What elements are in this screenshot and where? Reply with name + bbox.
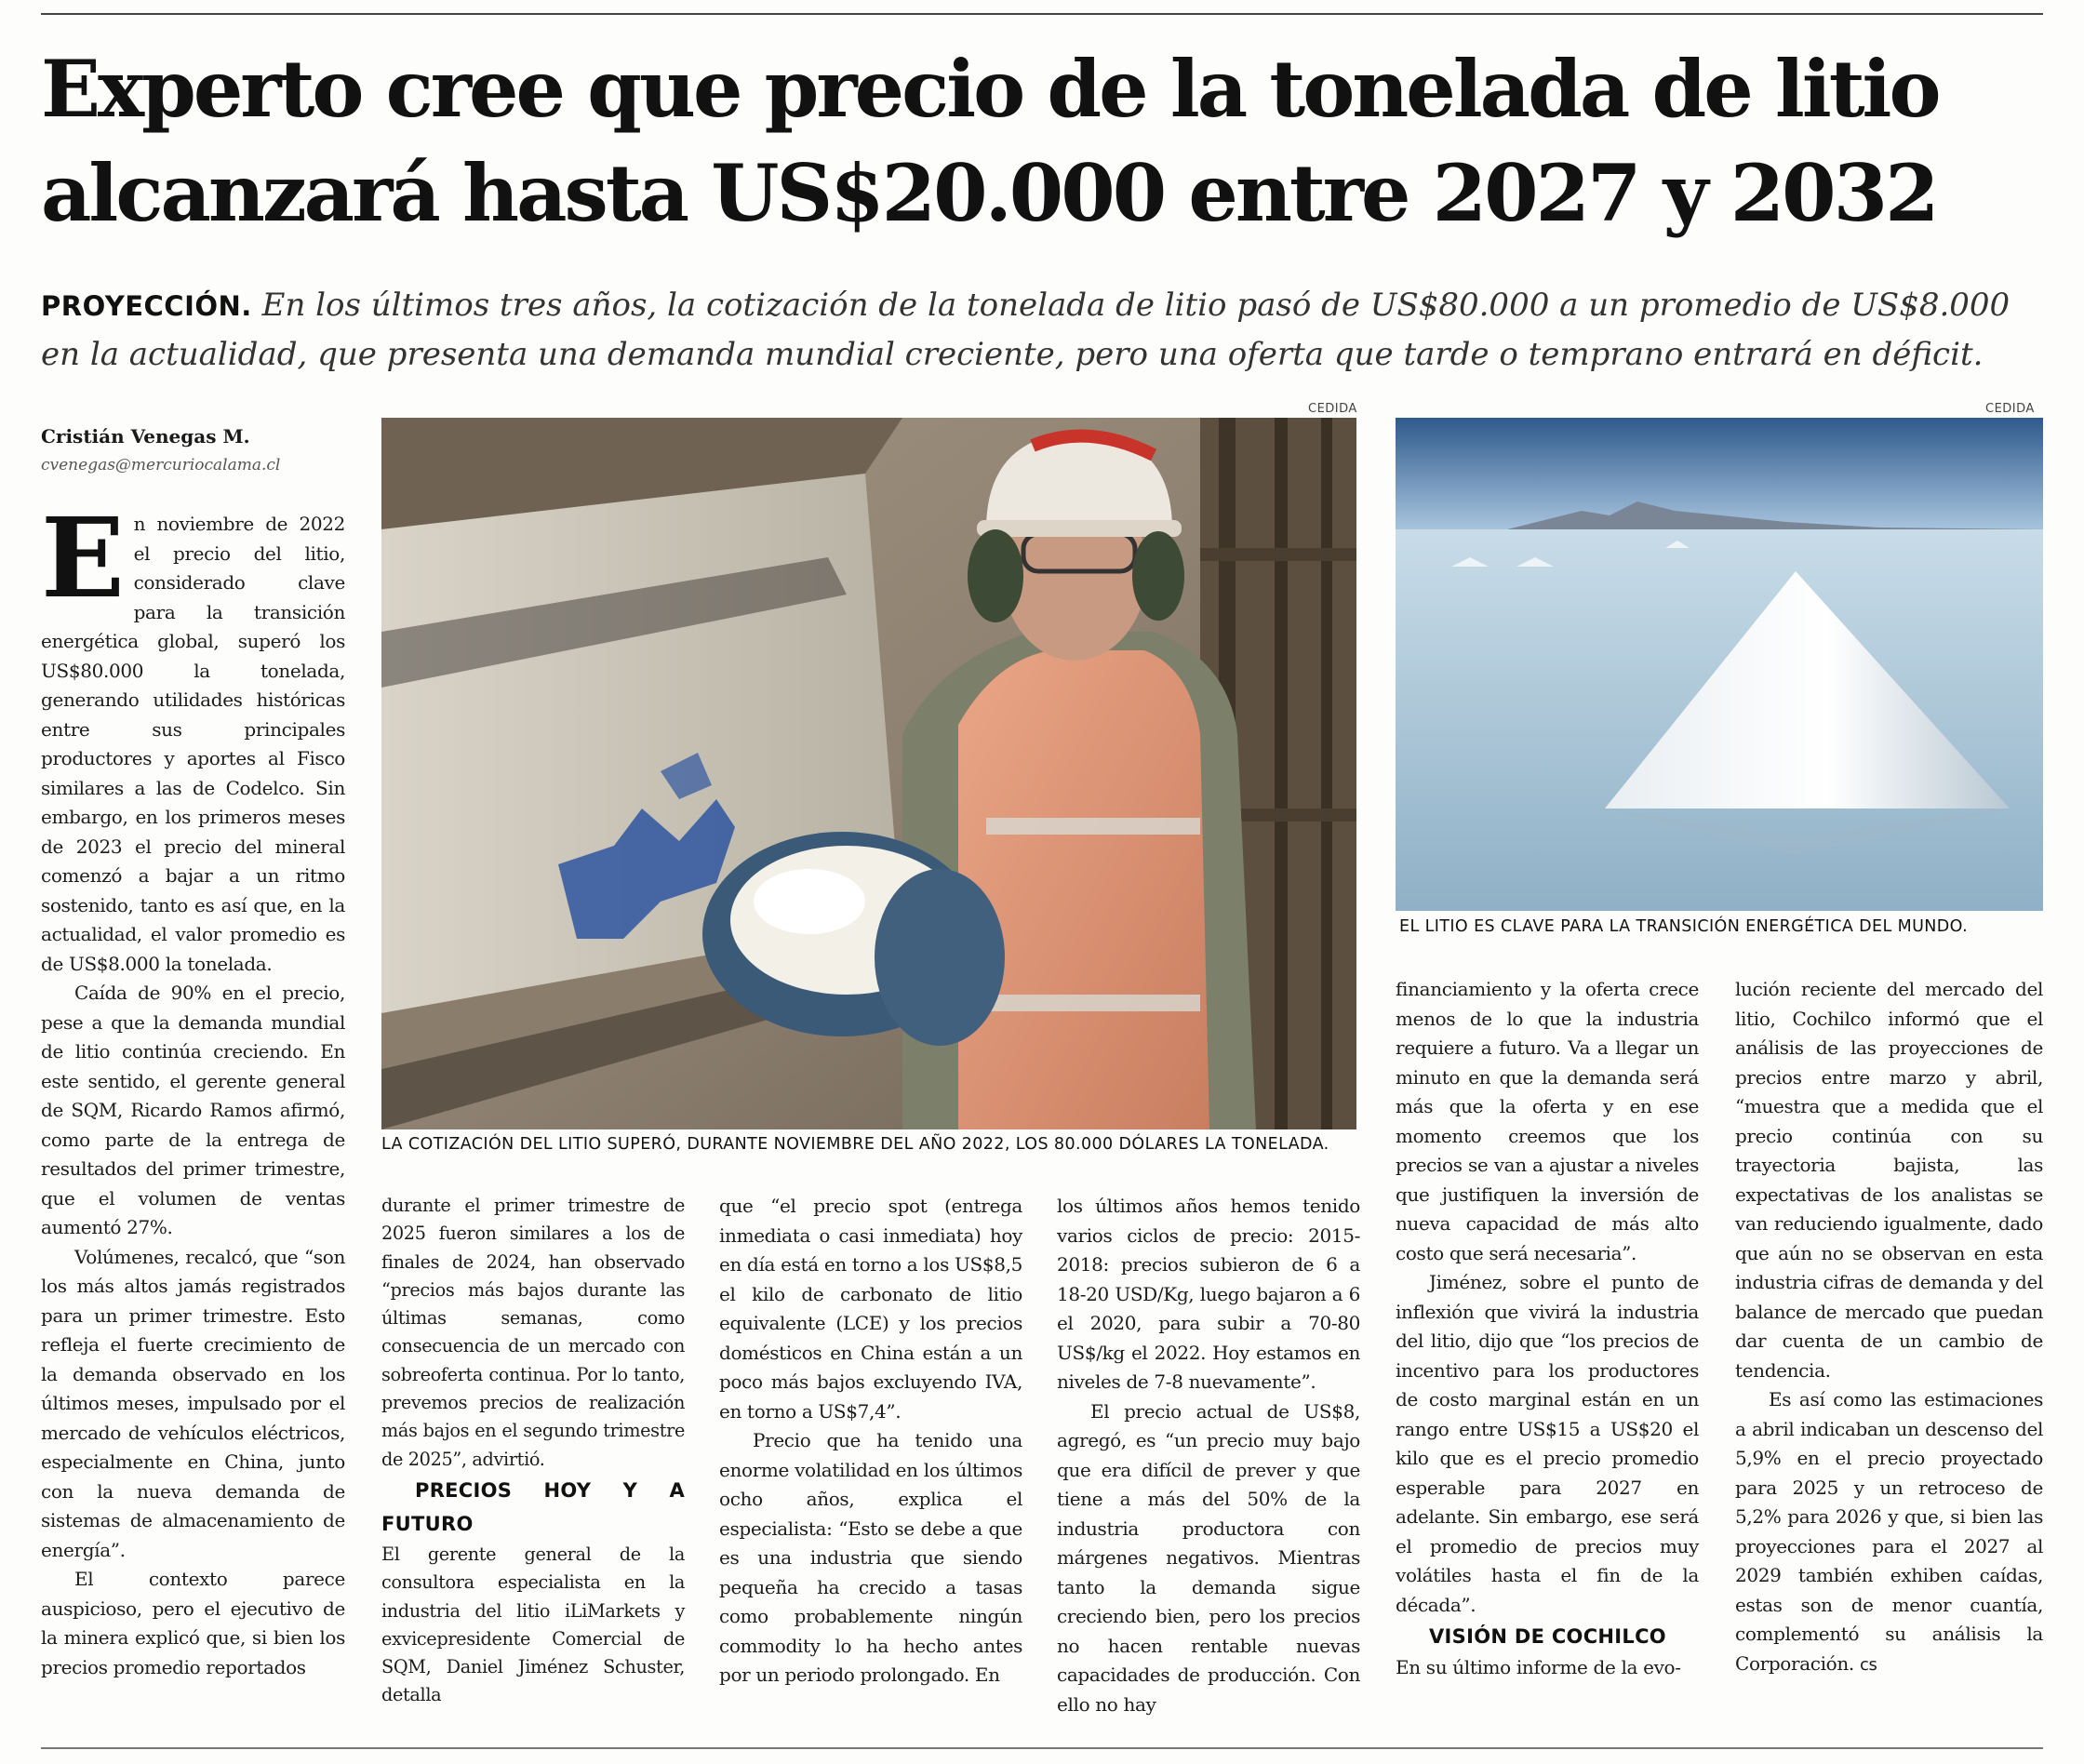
paragraph: En su último informe de la evo- [1396,1656,1681,1678]
deck-kicker: PROYECCIÓN. [41,290,252,322]
side-photo-credit: CEDIDA [1985,402,2035,416]
deck-text: En los últimos tres años, la cotización de la tonelada de litio pasó de US$80.000 a un promedio de US$8.000 en la actualidad, que presenta una demanda mundial creciente, pero una oferta que tarde o temprano entrará en déficit. [41,287,2011,373]
paragraph: Precio que ha tenido una enorme volatilidad en los últimos ocho años, explica el especialista: “Esto se debe a que es una industria que siendo pequeña ha crecido a tasas como probablemente ningún commodity lo ha hecho antes por un periodo prolongado. En [719,1429,1022,1686]
paragraph: Jiménez, sobre el punto de inflexión que vivirá la industria del litio, dijo que “los precios de incentivo para los productores de costo marginal están en un rango entre US$15 a US$20 el kilo que es el precio promedio esperable para 2027 en adelante. Sin embargo, ese será el promedio de precios muy volátiles hasta el fin de la década”. [1396,1271,1699,1616]
headline: Experto cree que precio de la tonelada de litio alcanzará hasta US$20.000 entre 2027 y 2032 [41,43,1939,239]
deck [41,281,2051,379]
article-column-6 [1735,975,2043,1679]
end-mark: cs [1859,1654,1877,1675]
top-rule [41,13,2043,15]
paragraph: El contexto parece auspicioso, pero el ejecutivo de la minera explicó que, si bien los precios promedio reportados [41,1568,345,1678]
drop-cap: E [41,493,125,622]
worker-holding-lithium-photo [381,418,1356,1129]
main-photo-credit: CEDIDA [1308,402,1357,416]
side-photo-caption: EL LITIO ES CLAVE PARA LA TRANSICIÓN ENERGÉTICA DEL MUNDO. [1399,917,1969,936]
lead-paragraph-text: n noviembre de 2022 el precio del litio, considerado clave para la transición energética global, superó los US$80.000 la tonelada, generando utilidades históricas entre sus principales productores y aportes al Fisco similares a las de Codelco. Sin embargo, en los primeros meses de 2023 el precio del mineral comenzó a bajar a un ritmo sostenido, tanto es así que, en la actualidad, el valor promedio es de US$8.000 la tonelada. [41,513,345,975]
byline [41,421,348,478]
side-photo [1396,418,2043,911]
paragraph: El precio actual de US$8, agregó, es “un precio muy bajo que era difícil de prever y que tiene a más del 50% de la industria productora con márgenes negativos. Mientras tanto la demanda sigue creciendo bien, pero los precios no hacen rentable nuevas capacidades de producción. Con ello no hay [1057,1399,1360,1716]
article-column-4 [1057,1192,1360,1719]
main-photo-caption: LA COTIZACIÓN DEL LITIO SUPERÓ, DURANTE NOVIEMBRE DEL AÑO 2022, LOS 80.000 DÓLARES LA TONELADA. [381,1135,1329,1154]
paragraph: Caída de 90% en el precio, pese a que la demanda mundial de litio continúa creciendo. En este sentido, el gerente general de SQM, Ricardo Ramos afirmó, como parte de la entrega de resultados del primer trimestre, que el volumen de ventas aumentó 27%. [41,982,345,1238]
byline-email: cvenegas@mercuriocalama.cl [41,456,281,474]
paragraph: financiamiento y la oferta crece menos de lo que la industria requiere a futuro. Va a llegar un minuto en que la demanda será más que la oferta y en ese momento creemos que los precios se van a ajustar a niveles que justifiquen la inversión de nueva capacidad de más alto costo que será necesaria”. [1396,978,1699,1264]
byline-author: Cristián Venegas M. [41,425,250,448]
paragraph: los últimos años hemos tenido varios ciclos de precio: 2015-2018: precios subieron de 6 a 18-20 USD/Kg, luego bajaron a 6 el 2020, para subir a 70-80 US$/kg el 2022. Hoy estamos en niveles de 7-8 nuevamente”. [1057,1195,1360,1393]
article-column-2 [381,1192,685,1710]
article-column-5 [1396,975,1699,1683]
paragraph: que “el precio spot (entrega inmediata o casi inmediata) hoy en día está en torno a los US$8,5 el kilo de carbonato de litio equivalente (LCE) y los precios domésticos en China están a un poco más bajos excluyendo IVA, en torno a US$7,4”. [719,1195,1022,1423]
bottom-rule [41,1747,2043,1749]
paragraph-text: Es así como las estimaciones a abril indicaban un descenso del 5,9% en el precio proyectado para 2025 y un retroceso de 5,2% para 2026 y que, si bien las proyecciones para el 2027 al 2029 también exhiben caídas, estas son de menor cuantía, complementó su análisis la Corporación. [1735,1388,2043,1675]
lead-paragraph [41,493,345,979]
salt-flat-lithium-pile-photo [1396,418,2043,911]
subhead-precios: PRECIOS HOY Y A FUTURO [381,1478,685,1535]
paragraph: durante el primer trimestre de 2025 fueron similares a los de finales de 2024, han observado “precios más bajos durante las últimas semanas, como consecuencia de un mercado con sobreoferta continua. Por lo tanto, prevemos precios de realización más bajos en el segundo trimestre de 2025”, advirtió. [381,1195,685,1470]
subhead-cochilco: VISIÓN DE COCHILCO [1429,1625,1666,1648]
main-photo [381,418,1356,1129]
paragraph: lución reciente del mercado del litio, Cochilco informó que el análisis de las proyecciones de precios entre marzo y abril, “muestra que a medida que el precio continúa con su trayectoria bajista, las expectativas de los analistas se van reduciendo igualmente, dado que aún no se observan en esta industria cifras de demanda y del balance de mercado que puedan dar cuenta de un cambio de tendencia. [1735,978,2043,1382]
article-column-3 [719,1192,1022,1690]
paragraph: Volúmenes, recalcó, que “son los más altos jamás registrados para un primer trimestre. Esto refleja el fuerte crecimiento de la demanda observado en los últimos meses, impulsado por el mercado de vehículos eléctricos, especialmente en China, junto con la nueva demanda de sistemas de almacenamiento de energía”. [41,1245,345,1561]
article-column-1 [41,493,345,1682]
paragraph [1735,1385,2043,1679]
paragraph: El gerente general de la consultora especialista en la industria del litio iLiMarkets y exvicepresidente Comercial de SQM, Daniel Jiménez Schuster, detalla [381,1543,685,1706]
